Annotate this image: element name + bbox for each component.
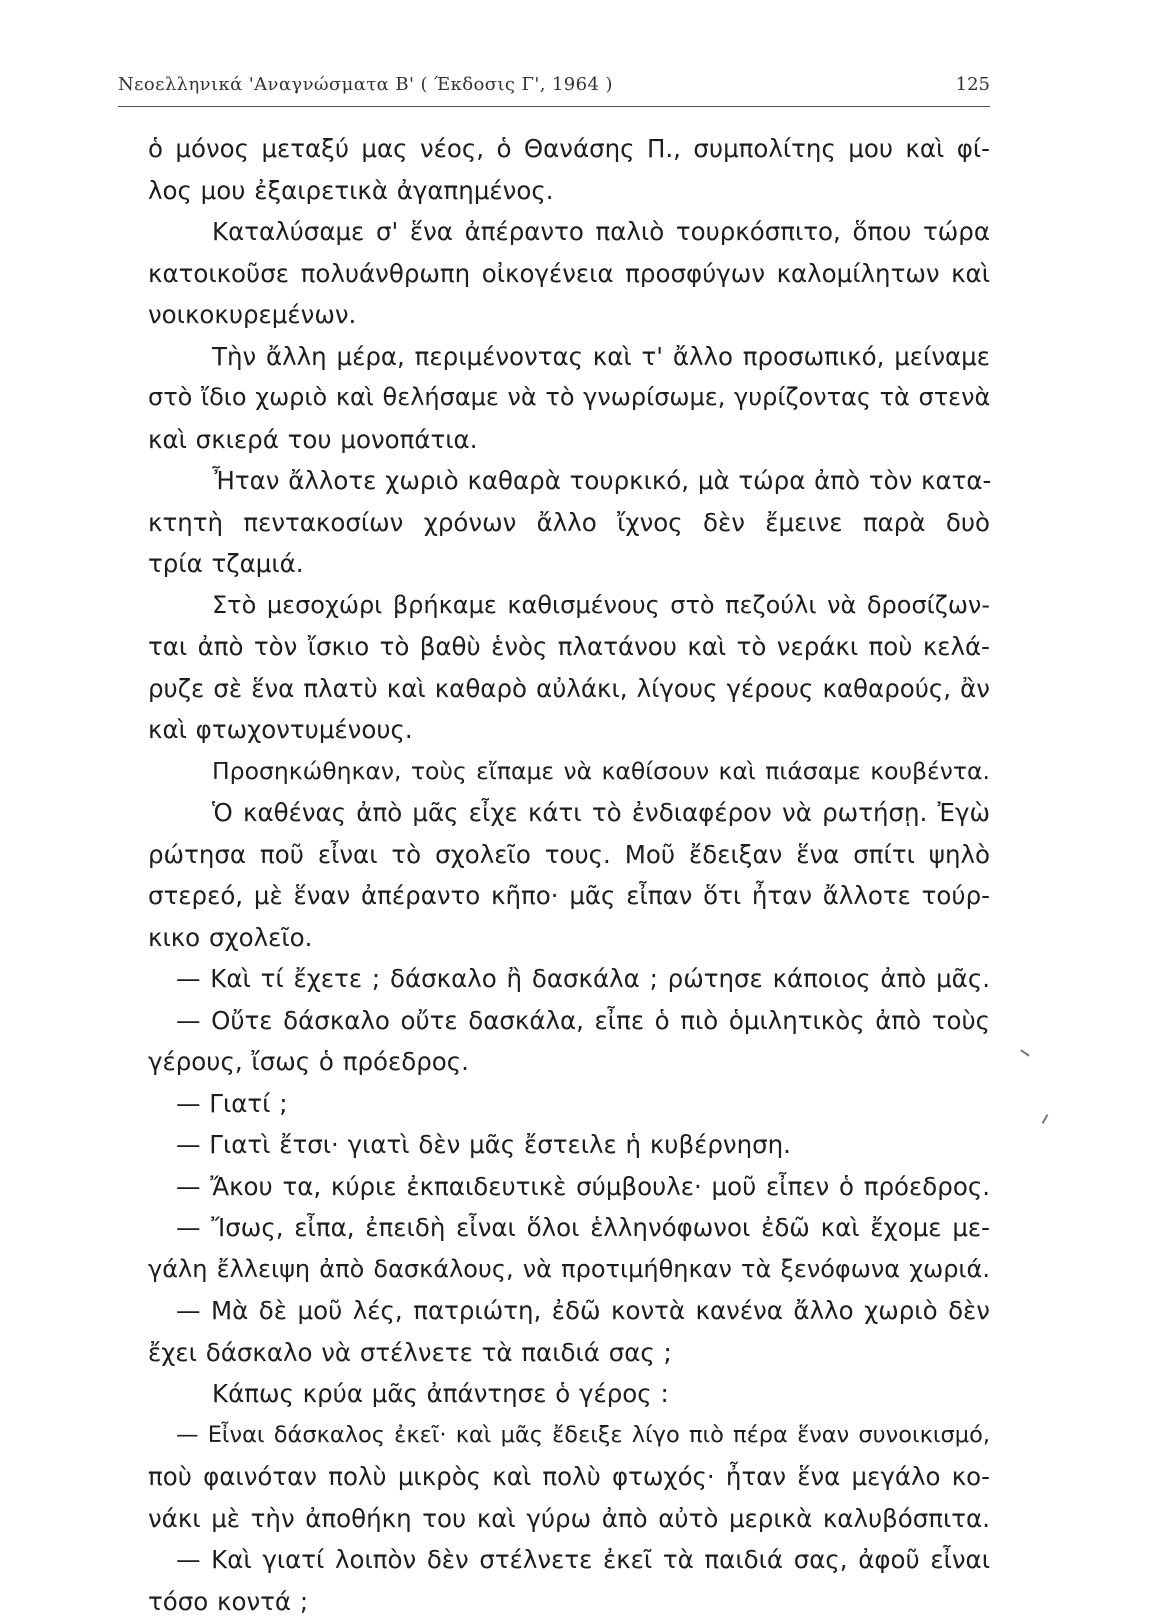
text-line: λος μου ἐξαιρετικὰ ἀγαπημένος. [148, 170, 990, 212]
text-line: — Εἶναι δάσκαλος ἐκεῖ· καὶ μᾶς ἔδειξε λίγο πιὸ πέρα ἕναν συνοικισμό, [148, 1415, 990, 1457]
margin-mark [1020, 1049, 1029, 1056]
text-line: — Ἄκου τα, κύριε ἐκπαιδευτικὲ σύμβουλε· μοῦ εἶπεν ὁ πρόεδρος. [148, 1166, 990, 1208]
margin-mark [1042, 1114, 1049, 1124]
text-line: Ὁ καθένας ἀπὸ μᾶς εἶχε κάτι τὸ ἐνδιαφέρον νὰ ρωτήσῃ. Ἐγὼ [148, 792, 990, 834]
text-line: τρία τζαμιά. [148, 543, 990, 585]
text-line: — Καὶ γιατί λοιπὸν δὲν στέλνετε ἐκεῖ τὰ παιδιά σας, ἀφοῦ εἶναι [148, 1539, 990, 1581]
text-line: Τὴν ἄλλη μέρα, περιμένοντας καὶ τ' ἄλλο προσωπικό, μείναμε [148, 336, 990, 378]
text-line: καὶ φτωχοντυμένους. [148, 709, 990, 751]
text-line: Στὸ μεσοχώρι βρήκαμε καθισμένους στὸ πεζούλι νὰ δροσίζων- [148, 585, 990, 627]
text-line: — Καὶ τί ἔχετε ; δάσκαλο ἢ δασκάλα ; ρώτησε κάποιος ἀπὸ μᾶς. [148, 958, 990, 1000]
header-source: Νεοελληνικά 'Αναγνώσματα Β' ( Έκδοσις Γ', 1964 ) [118, 74, 613, 95]
text-line: Ἦταν ἄλλοτε χωριὸ καθαρὰ τουρκικό, μὰ τώρα ἀπὸ τὸν κατα- [148, 460, 990, 502]
text-line: Προσηκώθηκαν, τοὺς εἴπαμε νὰ καθίσουν καὶ πιάσαμε κουβέντα. [148, 751, 990, 793]
text-line: ρώτησα ποῦ εἶναι τὸ σχολεῖο τους. Μοῦ ἔδειξαν ἕνα σπίτι ψηλὸ [148, 834, 990, 876]
body-text [148, 128, 990, 1622]
text-line: — Γιατὶ ἔτσι· γιατὶ δὲν μᾶς ἔστειλε ἡ κυβέρνηση. [148, 1124, 990, 1166]
text-line: ρυζε σὲ ἕνα πλατὺ καὶ καθαρὸ αὐλάκι, λίγους γέρους καθαρούς, ἂν [148, 668, 990, 710]
text-line: ποὺ φαινόταν πολὺ μικρὸς καὶ πολὺ φτωχός· ἦταν ἕνα μεγάλο κο- [148, 1456, 990, 1498]
text-line: γάλη ἔλλειψη ἀπὸ δασκάλους, νὰ προτιμήθηκαν τὰ ξενόφωνα χωριά. [148, 1249, 990, 1291]
text-line: στερεό, μὲ ἕναν ἀπέραντο κῆπο· μᾶς εἶπαν ὅτι ἦταν ἄλλοτε τούρ- [148, 875, 990, 917]
text-line: κτητὴ πεντακοσίων χρόνων ἄλλο ἴχνος δὲν ἔμεινε παρὰ δυὸ [148, 502, 990, 544]
text-line: κικο σχολεῖο. [148, 917, 990, 959]
text-line: — Οὔτε δάσκαλο οὔτε δασκάλα, εἶπε ὁ πιὸ ὁμιλητικὸς ἀπὸ τοὺς [148, 1000, 990, 1042]
text-line: στὸ ἴδιο χωριὸ καὶ θελήσαμε νὰ τὸ γνωρίσωμε, γυρίζοντας τὰ στενὰ [148, 377, 990, 419]
running-header [118, 68, 990, 108]
text-line: — Γιατί ; [148, 1083, 990, 1125]
text-line: κατοικοῦσε πολυάνθρωπη οἰκογένεια προσφύγων καλομίλητων καὶ [148, 253, 990, 295]
text-line: ἔχει δάσκαλο νὰ στέλνετε τὰ παιδιά σας ; [148, 1332, 990, 1374]
text-line: ται ἀπὸ τὸν ἴσκιο τὸ βαθὺ ἑνὸς πλατάνου καὶ τὸ νεράκι ποὺ κελά- [148, 626, 990, 668]
text-line: Καταλύσαμε σ' ἕνα ἀπέραντο παλιὸ τουρκόσπιτο, ὅπου τώρα [148, 211, 990, 253]
page-number: 125 [956, 74, 990, 95]
text-line: νοικοκυρεμένων. [148, 294, 990, 336]
text-line: νάκι μὲ τὴν ἀποθήκη του καὶ γύρω ἀπὸ αὐτὸ μερικὰ καλυβόσπιτα. [148, 1498, 990, 1540]
text-line: καὶ σκιερά του μονοπάτια. [148, 419, 990, 461]
text-line: γέρους, ἴσως ὁ πρόεδρος. [148, 1041, 990, 1083]
text-line: ὁ μόνος μεταξύ μας νέος, ὁ Θανάσης Π., συμπολίτης μου καὶ φί- [148, 128, 990, 170]
text-line: — Μὰ δὲ μοῦ λές, πατριώτη, ἐδῶ κοντὰ κανένα ἄλλο χωριὸ δὲν [148, 1290, 990, 1332]
text-line: Κάπως κρύα μᾶς ἀπάντησε ὁ γέρος : [148, 1373, 990, 1415]
header-rule [118, 106, 990, 107]
text-line: τόσο κοντά ; [148, 1581, 990, 1622]
text-line: — Ἴσως, εἶπα, ἐπειδὴ εἶναι ὅλοι ἑλληνόφωνοι ἐδῶ καὶ ἔχομε με- [148, 1207, 990, 1249]
